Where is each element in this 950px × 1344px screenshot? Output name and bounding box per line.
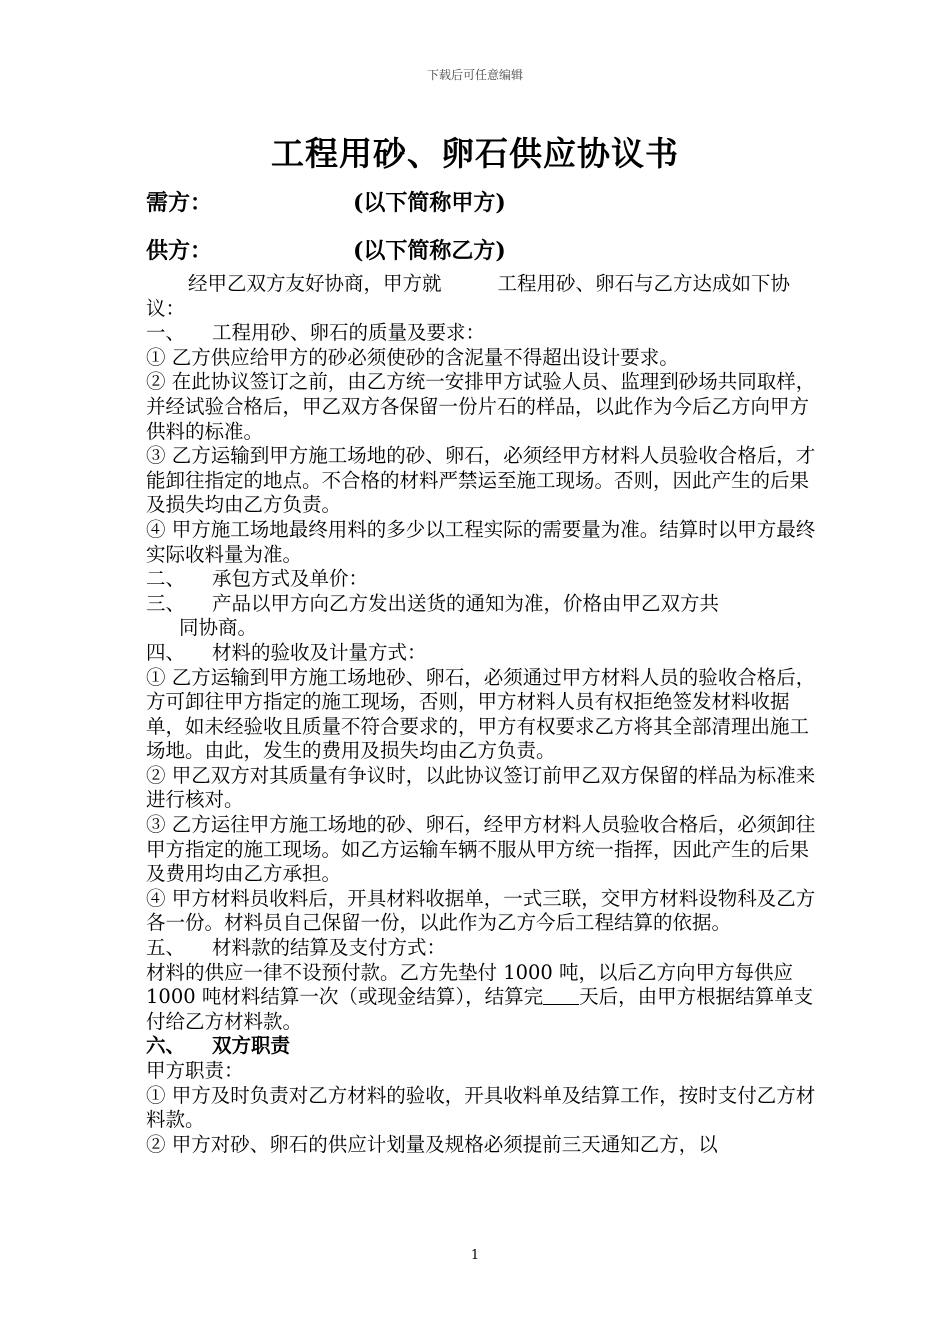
section-1-heading <box>146 321 818 346</box>
intro-paragraph <box>146 272 818 321</box>
section-2-title: 承包方式及单价： <box>212 567 369 591</box>
section-5-number: 五、 <box>146 936 186 960</box>
party-demand-note: (以下简称甲方) <box>353 190 506 216</box>
section-6-heading <box>146 1034 818 1059</box>
section-5-paragraph <box>146 961 818 1035</box>
section-6-title: 双方职责 <box>212 1034 291 1058</box>
section-1-item: ③ 乙方运输到甲方施工场地的砂、卵石，必须经甲方材料人员验收合格后，才能卸往指定的地点。不合格的材料严禁运至施工现场。否则，因此产生的后果及损失均由乙方负责。 <box>146 444 816 517</box>
section-4-title: 材料的验收及计量方式： <box>212 640 427 664</box>
party-demand <box>146 186 506 217</box>
section-5-title: 材料款的结算及支付方式： <box>212 936 447 960</box>
section-3-heading <box>146 592 818 617</box>
section-3-number: 三、 <box>146 591 186 615</box>
days-blank <box>543 988 579 1005</box>
section-1-title: 工程用砂、卵石的质量及要求： <box>212 321 486 345</box>
page-header: 下载后可任意编辑 <box>426 68 523 82</box>
party-demand-label: 需方： <box>146 190 213 216</box>
section-1-item: ④ 甲方施工场地最终用料的多少以工程实际的需要量为准。结算时以甲方最终实际收料量为准。 <box>146 517 816 566</box>
section-4-number: 四、 <box>146 640 186 664</box>
section-3-title: 产品以甲方向乙方发出送货的通知为准，价格由甲乙双方共 <box>212 591 720 615</box>
section-6-number: 六、 <box>146 1034 186 1058</box>
document-title: 工程用砂、卵石供应协议书 <box>271 134 679 173</box>
section-4-item: ④ 甲方材料员收料后，开具材料收据单，一式三联，交甲方材料设物科及乙方各一份。材料员自己保留一份，以此作为乙方今后工程结算的依据。 <box>146 886 816 935</box>
section-6-subheading: 甲方职责： <box>146 1059 244 1082</box>
section-4-item: ① 乙方运输到甲方施工场地砂、卵石，必须通过甲方材料人员的验收合格后，方可卸往甲方指定的施工现场，否则，甲方材料人员有权拒绝签发材料收据单，如未经验收且质量不符合要求的，甲方有权要求乙方将其全部清理出施工场地。由此，发生的费用及损失均由乙方负责。 <box>146 665 816 763</box>
party-supply-label: 供方： <box>146 238 213 264</box>
section-3-continuation: 同协商。 <box>179 616 258 640</box>
party-supply-note: (以下简称乙方) <box>353 238 506 264</box>
section-5-text-1: 材料的供应一律不设预付款。乙方先垫付 1000 吨，以后乙方向甲方每供应 1000 吨材料结算一次（或现金结算），结算完 <box>146 960 794 1009</box>
section-4-heading <box>146 641 818 666</box>
page-number: 1 <box>470 1248 480 1263</box>
section-6-item: ② 甲方对砂、卵石的供应计划量及规格必须提前三天通知乙方，以 <box>146 1132 718 1156</box>
section-5-text-2: 天后，由甲方根据结算单支付给乙方材料款。 <box>146 985 814 1033</box>
section-6-item: ① 甲方及时负责对乙方材料的验收，开具收料单及结算工作，按时支付乙方材料款。 <box>146 1083 816 1132</box>
section-4-item: ③ 乙方运往甲方施工场地的砂、卵石，经甲方材料人员验收合格后，必须卸往甲方指定的施工现场。如乙方运输车辆不服从甲方统一指挥，因此产生的后果及费用均由乙方承担。 <box>146 813 816 886</box>
intro-part-1: 经甲乙双方友好协商，甲方就 <box>188 272 442 295</box>
party-supply <box>146 234 506 265</box>
section-1-number: 一、 <box>146 321 186 345</box>
section-2-heading <box>146 567 818 592</box>
section-5-heading <box>146 936 818 961</box>
agreement-body <box>146 272 818 1157</box>
section-4-item: ② 甲乙双方对其质量有争议时，以此协议签订前甲乙双方保留的样品为标准来进行核对。 <box>146 763 816 812</box>
intro-part-2: 工程用砂、卵石与乙方达成如下协议： <box>146 272 791 320</box>
section-1-item: ② 在此协议签订之前，由乙方统一安排甲方试验人员、监理到砂场共同取样，并经试验合格后，甲乙双方各保留一份片石的样品，以此作为今后乙方向甲方供料的标准。 <box>146 370 816 443</box>
section-1-item: ① 乙方供应给甲方的砂必须使砂的含泥量不得超出设计要求。 <box>146 345 679 369</box>
section-2-number: 二、 <box>146 567 186 591</box>
